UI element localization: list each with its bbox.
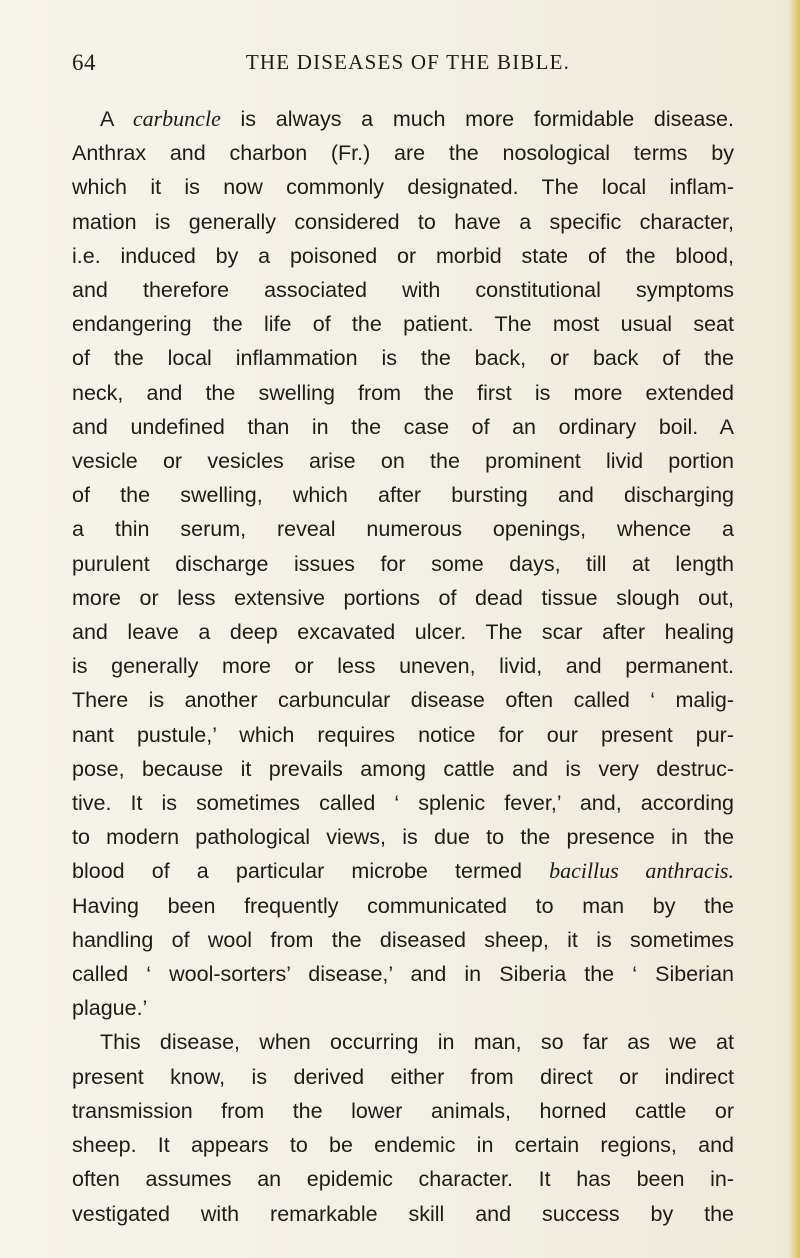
paragraph-2	[72, 1025, 734, 1230]
text-line: is generally more or less uneven, livid, and permanent.	[72, 654, 734, 679]
text-line: This disease, when occurring in man, so far as we at	[100, 1030, 734, 1055]
page-number: 64	[72, 50, 96, 75]
italic-term: bacillus anthracis.	[549, 858, 734, 884]
text-line	[72, 854, 734, 888]
text-line: tive. It is sometimes called ‘ splenic fever,’ and, according	[72, 791, 734, 816]
text-line: mation is generally considered to have a specific character,	[72, 209, 734, 234]
text-line: endangering the life of the patient. The most usual seat	[72, 312, 734, 337]
text-line: of the local inflammation is the back, or back of the	[72, 346, 734, 371]
text-run: is always a much more formidable disease.	[220, 107, 734, 131]
text-line: i.e. induced by a poisoned or morbid state of the blood,	[72, 243, 734, 268]
text-line: more or less extensive portions of dead tissue slough out,	[72, 585, 734, 610]
text-line: neck, and the swelling from the first is more extended	[72, 380, 734, 405]
running-title: THE DISEASES OF THE BIBLE.	[245, 50, 571, 74]
page-edge	[788, 0, 800, 1258]
text-line: sheep. It appears to be endemic in certain regions, and	[72, 1133, 734, 1158]
text-line: and leave a deep excavated ulcer. The scar after healing	[72, 620, 734, 645]
text-line: handling of wool from the diseased sheep, it is sometimes	[72, 927, 734, 952]
text-line: Anthrax and charbon (Fr.) are the nosological terms by	[72, 141, 734, 166]
paragraph-1	[72, 102, 734, 1025]
text-run: blood of a particular microbe termed	[72, 859, 550, 884]
text-line: and therefore associated with constitutional symptoms	[72, 278, 734, 303]
text-line: Having been frequently communicated to man by the	[72, 893, 734, 918]
text-line: pose, because it prevails among cattle and is very destruc-	[72, 756, 734, 781]
page-header	[72, 50, 732, 82]
italic-term: carbuncle	[132, 106, 221, 131]
text-line: often assumes an epidemic character. It has been in-	[72, 1167, 734, 1192]
text-line: and undefined than in the case of an ordinary boil. A	[72, 414, 734, 439]
text-line: purulent discharge issues for some days, till at length	[72, 551, 734, 576]
text-line: nant pustule,’ which requires notice for our present pur-	[72, 722, 734, 747]
text-line: vesicle or vesicles arise on the prominent livid portion	[72, 449, 734, 474]
text-line: which it is now commonly designated. The local inflam-	[72, 175, 734, 200]
text-line: a thin serum, reveal numerous openings, whence a	[72, 517, 734, 542]
text-line: plague.’	[72, 996, 148, 1021]
text-line	[72, 102, 734, 136]
text-line: present know, is derived either from direct or indirect	[72, 1064, 734, 1089]
text-line: of the swelling, which after bursting and discharging	[72, 483, 734, 508]
text-line: transmission from the lower animals, horned cattle or	[72, 1098, 734, 1123]
text-line: to modern pathological views, is due to the presence in the	[72, 825, 734, 850]
body-text	[72, 102, 734, 1231]
text-line: There is another carbuncular disease often called ‘ malig-	[72, 688, 734, 713]
text-run: A	[100, 107, 133, 131]
text-line: vestigated with remarkable skill and success by the	[72, 1201, 734, 1226]
text-line: called ‘ wool-sorters’ disease,’ and in Siberia the ‘ Siberian	[72, 962, 734, 987]
